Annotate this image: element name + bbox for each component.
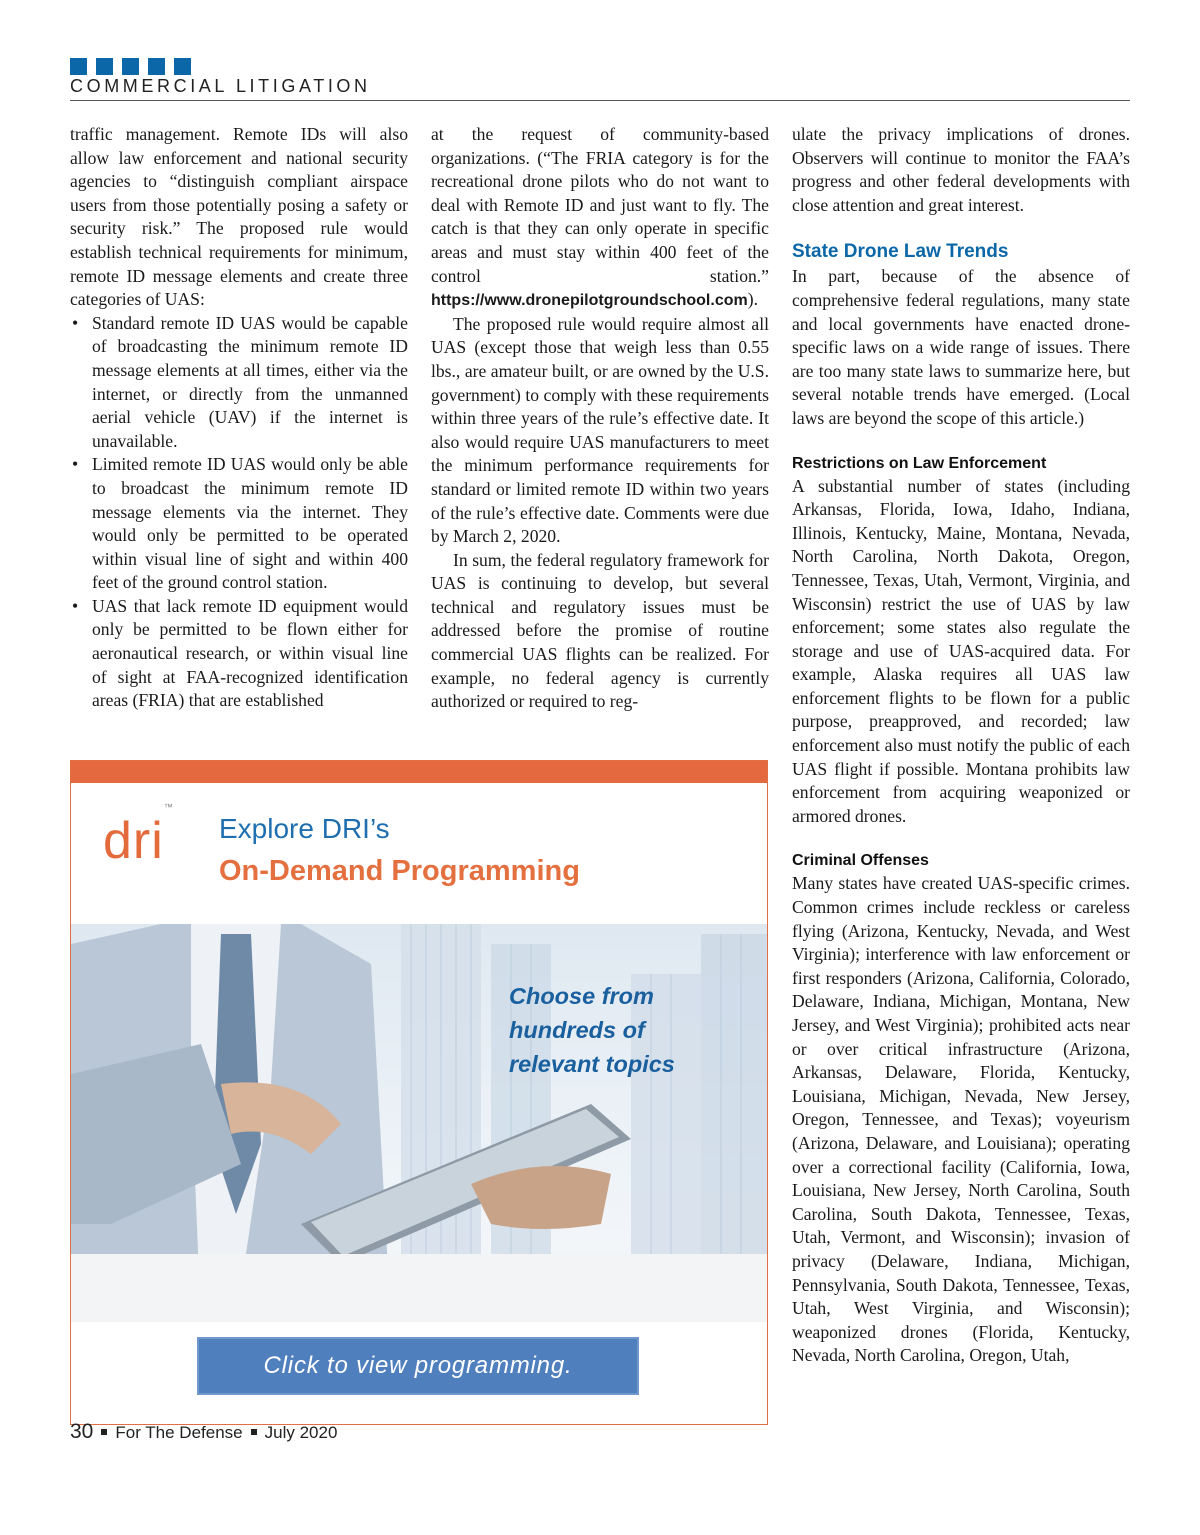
dri-advertisement[interactable] [70,760,768,1425]
ad-subheadline: On-Demand Programming [219,855,580,887]
issue-date: July 2020 [264,1423,338,1442]
subsection-heading: Restrictions on Law Enforcement [792,454,1047,472]
tagline-line: Choose from [509,983,654,1009]
column-3 [792,123,1130,1368]
header-square [96,58,113,75]
subsection-heading: Criminal Offenses [792,852,929,870]
header-square [174,58,191,75]
ad-top-bar [71,761,767,783]
publication-name: For The Defense [115,1423,243,1442]
header-rule [70,100,1130,101]
paragraph-text: at the request of community-based organizations. (“The FRIA category is for the recreational drone pilots who do not want to deal with Remote ID and just want to fly. The catch is that they can only operate in specific areas and must stay within 400 feet of the control station.” [431,124,769,286]
tagline-line: hundreds of [509,1017,645,1043]
ad-headline: Explore DRI’s [219,813,390,844]
category-list [70,312,408,713]
header-squares [70,58,191,75]
section-label: COMMERCIAL LITIGATION [70,76,371,96]
source-link[interactable]: https://www.dronepilotgroundschool.com [431,292,748,310]
paragraph: The proposed rule would require almost all UAS (except those that weigh less than 0.55 lbs., are amateur built, or are owned by the U.S. government) to comply with these requirements within three years of the rule’s effective date. It also would require UAS manufacturers to meet the minimum performance requirements for standard or limited remote ID within two years of the rule’s effective date. Comments were due by March 2, 2020. [431,313,769,547]
paragraph [431,123,769,313]
separator-square [251,1429,257,1435]
tagline-line: relevant topics [509,1051,675,1077]
paragraph: traffic management. Remote IDs will also allow law enforcement and national security agencies to “distinguish compliant airspace users from those potentially posing a safety or security risk.” The proposed rule would establish technical requirements for minimum, remote ID message elements and create three categories of UAS: [70,124,408,310]
logo-text: dri [103,812,164,870]
column-2 [431,123,769,714]
paragraph: Many states have created UAS-specific crimes. Common crimes include reckless or careless flying (Arizona, Kentucky, Nevada, and West Virginia); interference with law enforcement or first responders (Arizona, California, Colorado, Delaware, Indiana, Michigan, Montana, New Jersey, and West Virginia); prohibited acts near or over critical infrastructure (Arizona, Arkansas, Delaware, Florida, Kentucky, Louisiana, Michigan, Nevada, New Jersey, Oregon, Tennessee, and Texas); voyeurism (Arizona, Delaware, and Louisiana); operating over a correctional facility (California, Iowa, Louisiana, New Jersey, North Carolina, South Carolina, South Dakota, Tennessee, Texas, Utah, Vermont, and Wisconsin); invasion of privacy (Delaware, Indiana, Michigan, Pennsylvania, South Dakota, Tennessee, Texas, Utah, West Virginia, and Wisconsin); weaponized drones (Florida, Kentucky, Nevada, North Carolina, Oregon, Utah, [792,873,1130,1366]
view-programming-button[interactable]: Click to view programming. [197,1337,639,1395]
trademark: ™ [163,801,174,812]
section-heading: State Drone Law Trends [792,241,1009,263]
list-item: • Limited remote ID UAS would only be able to broadcast the minimum remote ID message elements via the internet. They would only be permitted to be operated within visual line of sight and within 400 feet of the ground control station. [70,453,408,595]
header-square [122,58,139,75]
paragraph: In part, because of the absence of comprehensive federal regulations, many state and local governments have enacted drone-specific laws on a wide range of issues. There are too many state laws to summarize here, but several notable trends have emerged. (Local laws are beyond the scope of this article.) [792,266,1130,428]
page-footer [70,1420,337,1444]
paragraph: A substantial number of states (including Arkansas, Florida, Iowa, Idaho, Indiana, Illinois, Kentucky, Maine, Montana, Nevada, North Carolina, North Dakota, Oregon, Tennessee, Texas, Utah, Vermont, Virginia, and Wisconsin) restrict the use of UAS by law enforcement; some states also regulate the storage and use of UAS-acquired data. For example, Alaska requires all UAS law enforcement flights to be flown for a public purpose, preapproved, and recorded; law enforcement also must notify the public of each UAS flight if possible. Montana prohibits law enforcement from acquiring weaponized or armored drones. [792,475,1130,826]
separator-square [101,1429,107,1435]
paragraph-text-end: ). [747,289,758,310]
header-square [70,58,87,75]
ad-tagline [509,979,675,1081]
page-number: 30 [70,1420,94,1443]
list-item: • Standard remote ID UAS would be capable of broadcasting the minimum remote ID message elements at all times, either via the internet, or directly from the unmanned aerial vehicle (UAV) if the internet is unavailable. [70,312,408,454]
dri-logo [103,801,174,871]
paragraph: In sum, the federal regulatory framework for UAS is continuing to develop, but several technical and regulatory issues must be addressed before the promise of routine commercial UAS flights can be realized. For example, no federal agency is currently authorized or required to reg- [431,549,769,712]
header-square [148,58,165,75]
column-1 [70,123,408,713]
list-item: • UAS that lack remote ID equipment would only be permitted to be flown either for aeronautical research, or within visual line of sight at FAA-recognized identification areas (FRIA) that are established [70,595,408,713]
paragraph: ulate the privacy implications of drones. Observers will continue to monitor the FAA’s progress and other federal developments with close attention and great interest. [792,124,1130,215]
